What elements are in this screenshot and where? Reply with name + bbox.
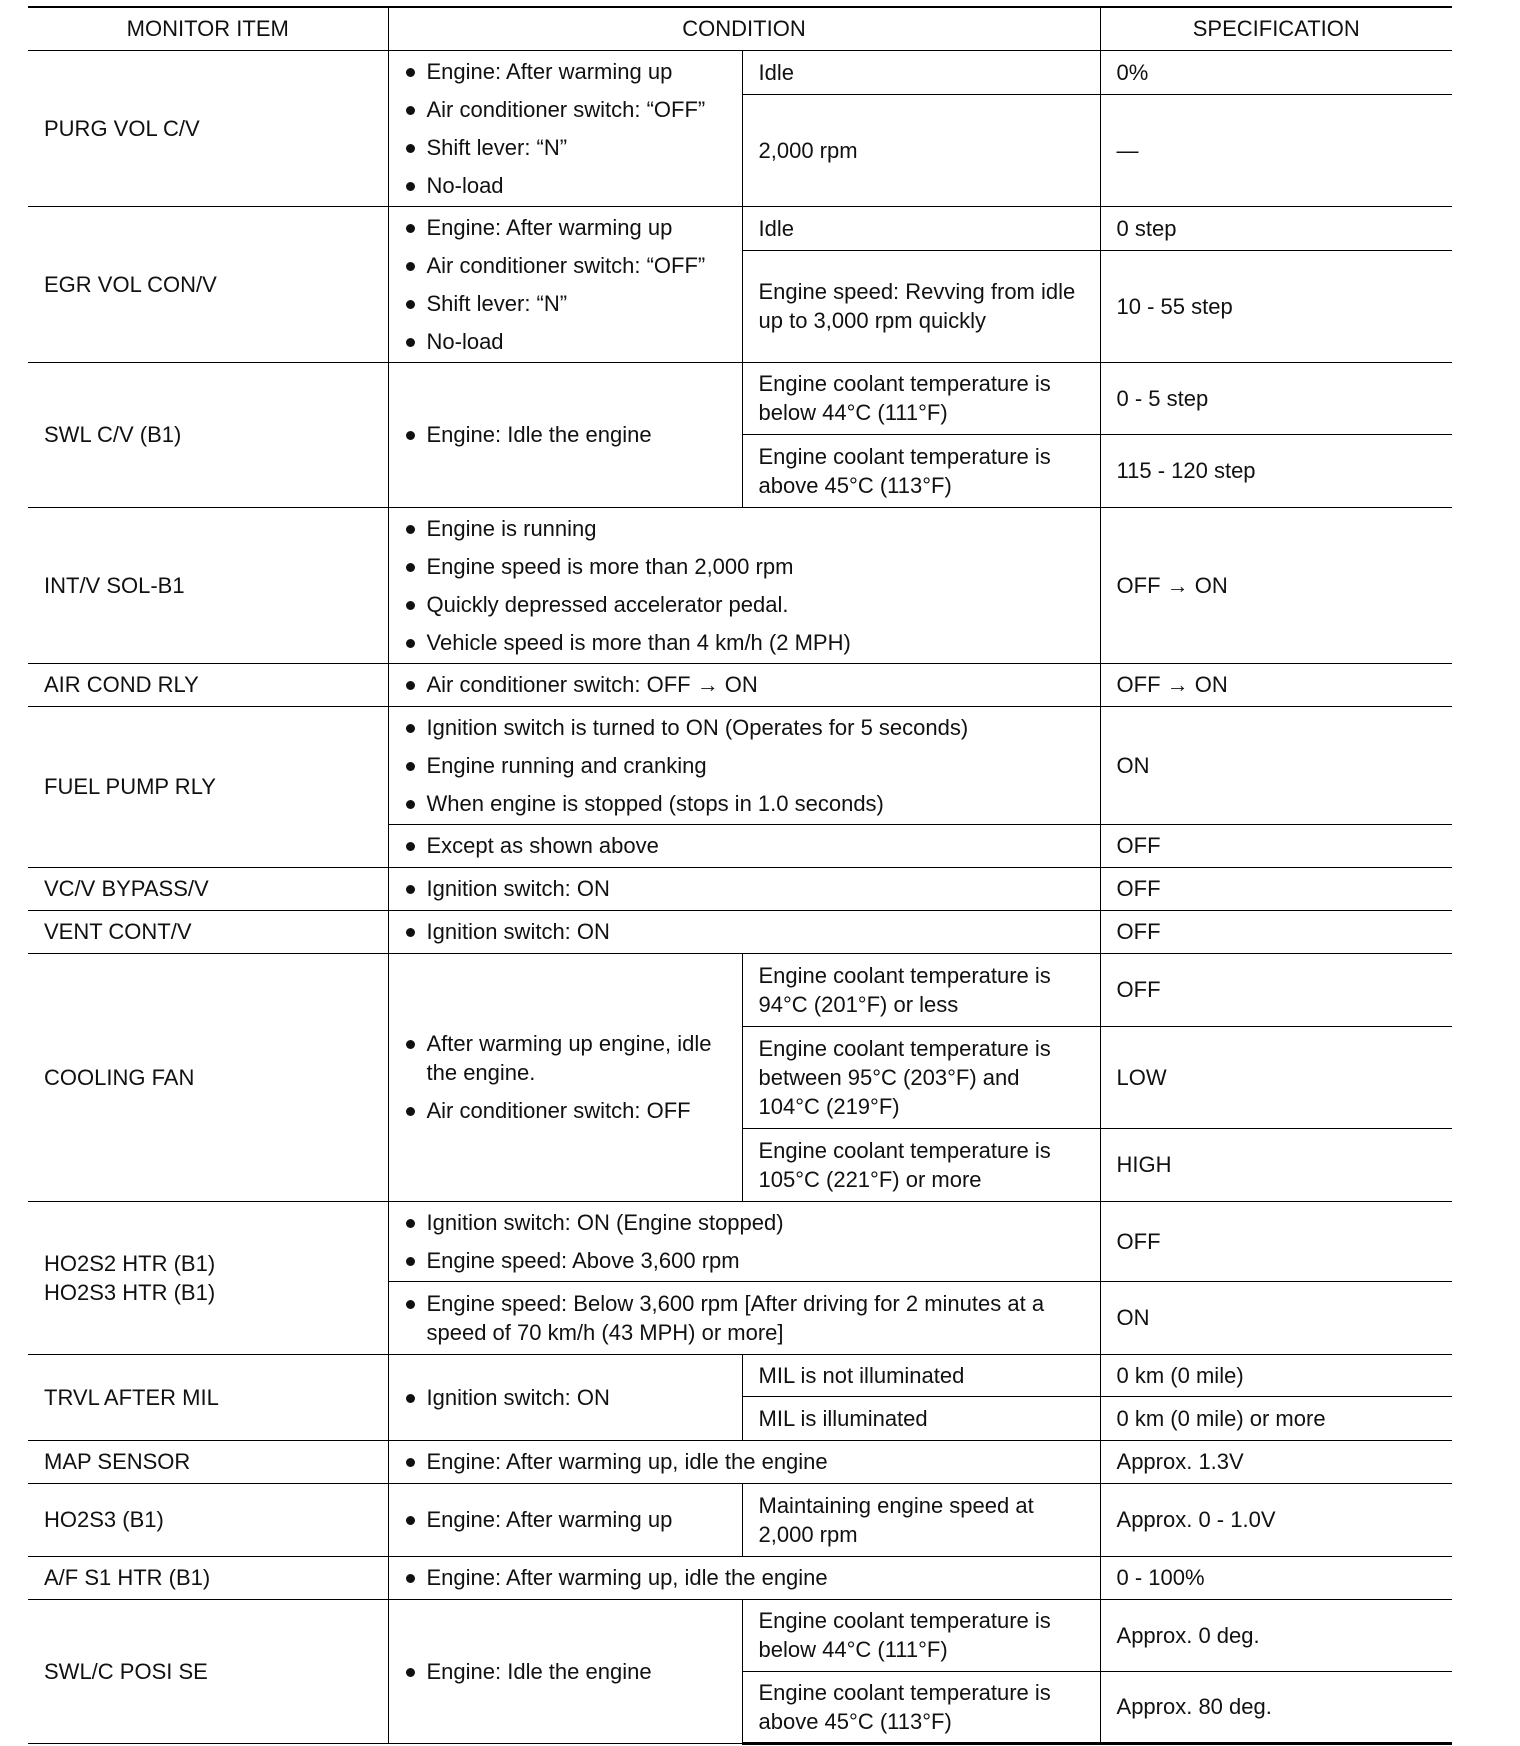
condition-list <box>405 1208 1084 1275</box>
monitor-spec-table <box>28 6 1452 1745</box>
specification-value: 0 km (0 mile) <box>1100 1354 1452 1396</box>
table-row <box>28 206 1452 250</box>
condition-bullet: Air conditioner switch: “OFF” <box>405 251 726 280</box>
sub-condition: Maintaining engine speed at 2,000 rpm <box>742 1483 1100 1556</box>
condition-bullet: No-load <box>405 327 726 356</box>
condition-list <box>405 1029 726 1125</box>
condition-cell <box>388 867 1100 910</box>
table-row <box>28 50 1452 94</box>
specification-value: OFF <box>1100 910 1452 953</box>
specification-value: OFF <box>1100 824 1452 867</box>
condition-bullet: Shift lever: “N” <box>405 133 726 162</box>
header-monitor-item: MONITOR ITEM <box>28 7 388 50</box>
sub-condition: MIL is illuminated <box>742 1396 1100 1440</box>
specification-value: OFF <box>1100 953 1452 1026</box>
table-row <box>28 706 1452 824</box>
condition-cell <box>388 362 742 507</box>
monitor-item: PURG VOL C/V <box>28 50 388 206</box>
condition-bullet: Ignition switch: ON <box>405 874 1084 903</box>
condition-list <box>405 1383 726 1412</box>
condition-bullet: Engine: After warming up <box>405 1505 726 1534</box>
monitor-item: EGR VOL CON/V <box>28 206 388 362</box>
header-row <box>28 7 1452 50</box>
condition-list <box>405 213 726 356</box>
condition-list <box>405 874 1084 903</box>
monitor-item <box>28 1201 388 1354</box>
condition-bullet: Engine: After warming up, idle the engine <box>405 1447 1084 1476</box>
condition-cell <box>388 824 1100 867</box>
monitor-item-line: HO2S3 HTR (B1) <box>44 1279 216 1305</box>
monitor-item: FUEL PUMP RLY <box>28 706 388 867</box>
table-row <box>28 362 1452 434</box>
condition-cell <box>388 910 1100 953</box>
specification-value: 0 - 5 step <box>1100 362 1452 434</box>
monitor-item: VC/V BYPASS/V <box>28 867 388 910</box>
specification-value: ON <box>1100 1281 1452 1354</box>
specification-value: OFF <box>1100 1201 1452 1281</box>
specification-value: LOW <box>1100 1026 1452 1128</box>
condition-bullet: No-load <box>405 171 726 200</box>
table-row <box>28 1201 1452 1281</box>
condition-bullet: Air conditioner switch: OFF → ON <box>405 670 1084 699</box>
condition-bullet: Vehicle speed is more than 4 km/h (2 MPH) <box>405 628 1084 657</box>
sub-condition: Engine coolant temperature is between 95°C (203°F) and 104°C (219°F) <box>742 1026 1100 1128</box>
monitor-item: INT/V SOL-B1 <box>28 507 388 663</box>
monitor-item: SWL C/V (B1) <box>28 362 388 507</box>
header-condition: CONDITION <box>388 7 1100 50</box>
table-row <box>28 663 1452 706</box>
condition-bullet: Quickly depressed accelerator pedal. <box>405 590 1084 619</box>
condition-bullet: After warming up engine, idle the engine. <box>405 1029 726 1087</box>
condition-list <box>405 917 1084 946</box>
specification-value: 115 - 120 step <box>1100 434 1452 507</box>
condition-bullet: Air conditioner switch: “OFF” <box>405 95 726 124</box>
condition-list <box>405 1447 1084 1476</box>
condition-bullet: Engine: After warming up <box>405 57 726 86</box>
table-row <box>28 1483 1452 1556</box>
condition-bullet: Shift lever: “N” <box>405 289 726 318</box>
condition-cell <box>388 50 742 206</box>
sub-condition: MIL is not illuminated <box>742 1354 1100 1396</box>
specification-value: 0% <box>1100 50 1452 94</box>
sub-condition: Engine coolant temperature is above 45°C (113°F) <box>742 1671 1100 1743</box>
specification-value: 0 step <box>1100 206 1452 250</box>
condition-cell <box>388 1201 1100 1281</box>
condition-bullet: Ignition switch: ON <box>405 917 1084 946</box>
table-row <box>28 867 1452 910</box>
condition-list <box>405 1505 726 1534</box>
condition-bullet: Engine is running <box>405 514 1084 543</box>
specification-value: Approx. 0 deg. <box>1100 1599 1452 1671</box>
monitor-item-line: HO2S2 HTR (B1) <box>44 1250 216 1276</box>
condition-cell <box>388 1281 1100 1354</box>
monitor-item: MAP SENSOR <box>28 1440 388 1483</box>
sub-condition: Idle <box>742 206 1100 250</box>
header-specification: SPECIFICATION <box>1100 7 1452 50</box>
condition-bullet: Engine speed is more than 2,000 rpm <box>405 552 1084 581</box>
condition-bullet: Except as shown above <box>405 831 1084 860</box>
condition-list <box>405 514 1084 657</box>
monitor-item: VENT CONT/V <box>28 910 388 953</box>
specification-value: 0 km (0 mile) or more <box>1100 1396 1452 1440</box>
condition-bullet: Ignition switch: ON (Engine stopped) <box>405 1208 1084 1237</box>
condition-bullet: Engine: After warming up, idle the engine <box>405 1563 1084 1592</box>
condition-cell <box>388 953 742 1201</box>
sub-condition: Engine coolant temperature is below 44°C (111°F) <box>742 362 1100 434</box>
condition-list <box>405 1657 726 1686</box>
condition-bullet: Engine: Idle the engine <box>405 420 726 449</box>
condition-cell <box>388 706 1100 824</box>
condition-cell <box>388 1483 742 1556</box>
monitor-item: SWL/C POSI SE <box>28 1599 388 1743</box>
specification-value: Approx. 0 - 1.0V <box>1100 1483 1452 1556</box>
sub-condition: Idle <box>742 50 1100 94</box>
monitor-item-lines <box>44 1249 372 1307</box>
monitor-item: AIR COND RLY <box>28 663 388 706</box>
monitor-item: COOLING FAN <box>28 953 388 1201</box>
condition-bullet: Ignition switch: ON <box>405 1383 726 1412</box>
condition-cell <box>388 507 1100 663</box>
condition-list <box>405 713 1084 818</box>
condition-list <box>405 420 726 449</box>
table-row <box>28 953 1452 1026</box>
table-row <box>28 910 1452 953</box>
sub-condition: 2,000 rpm <box>742 94 1100 206</box>
monitor-item: TRVL AFTER MIL <box>28 1354 388 1440</box>
condition-bullet: Engine speed: Below 3,600 rpm [After driving for 2 minutes at a speed of 70 km/h (43 MPH) or more] <box>405 1289 1084 1347</box>
condition-bullet: When engine is stopped (stops in 1.0 seconds) <box>405 789 1084 818</box>
condition-bullet: Engine: After warming up <box>405 213 726 242</box>
specification-value: — <box>1100 94 1452 206</box>
condition-bullet: Ignition switch is turned to ON (Operates for 5 seconds) <box>405 713 1084 742</box>
specification-value: HIGH <box>1100 1128 1452 1201</box>
condition-bullet: Engine running and cranking <box>405 751 1084 780</box>
table-row <box>28 1354 1452 1396</box>
specification-document <box>28 6 1452 1745</box>
condition-list <box>405 1563 1084 1592</box>
condition-cell <box>388 1556 1100 1599</box>
table-row <box>28 1599 1452 1671</box>
monitor-item: HO2S3 (B1) <box>28 1483 388 1556</box>
condition-bullet: Engine speed: Above 3,600 rpm <box>405 1246 1084 1275</box>
specification-value: ON <box>1100 706 1452 824</box>
condition-list <box>405 831 1084 860</box>
sub-condition: Engine coolant temperature is above 45°C (113°F) <box>742 434 1100 507</box>
specification-value: 10 - 55 step <box>1100 250 1452 362</box>
condition-list <box>405 1289 1084 1347</box>
condition-list <box>405 57 726 200</box>
table-row <box>28 1556 1452 1599</box>
condition-cell <box>388 1599 742 1743</box>
monitor-item: A/F S1 HTR (B1) <box>28 1556 388 1599</box>
specification-value: 0 - 100% <box>1100 1556 1452 1599</box>
condition-cell <box>388 1354 742 1440</box>
condition-cell <box>388 663 1100 706</box>
condition-cell <box>388 1440 1100 1483</box>
specification-value: Approx. 80 deg. <box>1100 1671 1452 1743</box>
table-row <box>28 507 1452 663</box>
table-row <box>28 1440 1452 1483</box>
sub-condition: Engine coolant temperature is below 44°C (111°F) <box>742 1599 1100 1671</box>
sub-condition: Engine speed: Revving from idle up to 3,000 rpm quickly <box>742 250 1100 362</box>
condition-list <box>405 670 1084 699</box>
condition-bullet: Air conditioner switch: OFF <box>405 1096 726 1125</box>
sub-condition: Engine coolant temperature is 105°C (221°F) or more <box>742 1128 1100 1201</box>
specification-value: OFF → ON <box>1100 507 1452 663</box>
specification-value: OFF → ON <box>1100 663 1452 706</box>
specification-value: Approx. 1.3V <box>1100 1440 1452 1483</box>
specification-value: OFF <box>1100 867 1452 910</box>
condition-cell <box>388 206 742 362</box>
condition-bullet: Engine: Idle the engine <box>405 1657 726 1686</box>
sub-condition: Engine coolant temperature is 94°C (201°F) or less <box>742 953 1100 1026</box>
